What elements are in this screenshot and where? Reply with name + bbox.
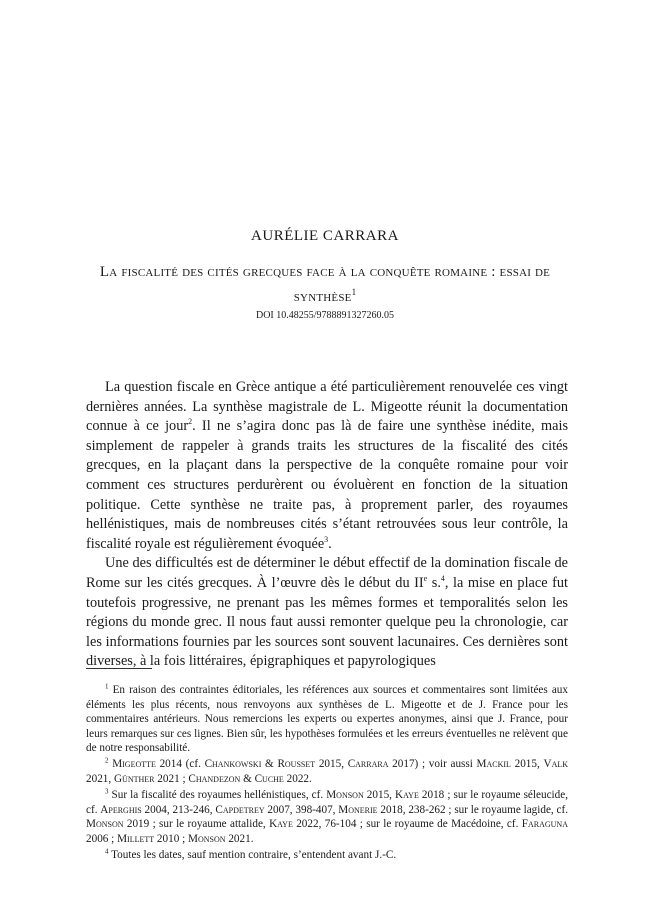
footnote-3-text: 2007, 398-407,: [264, 803, 339, 816]
footnote-3-text: 2019 ; sur le royaume attalide,: [123, 818, 270, 831]
footnote-3-text: 2006 ;: [86, 832, 118, 845]
cite-author: Mackil: [476, 758, 511, 771]
cite-author: Millett: [117, 832, 155, 845]
cite-author: Capdetrey: [215, 803, 265, 816]
footnote-ref-4[interactable]: 4: [440, 574, 445, 584]
footnotes: [86, 683, 568, 864]
footnote-2: [86, 757, 568, 786]
footnote-3-text: 2015,: [363, 789, 396, 802]
footnote-1-text: En raison des contraintes éditoriales, les références aux sources et commentaires sont limitées aux éléments les plus récents, nous renvoyons aux synthèses de L. Migeotte et de J. France pour les commentaires antérieurs. Nous remercions les experts ou expertes anonymes, ainsi que J. France, pour leurs remarques sur ces lignes. Bien sûr, les hypothèses formulées et les erreurs éventuelles ne relèvent que de notre responsabilité.: [86, 684, 568, 755]
footnote-3-text: 2022, 76-104 ; sur le royaume de Macédoine, cf.: [292, 818, 522, 831]
cite-author: Faraguna: [521, 818, 568, 831]
footnote-2-text: 2015,: [315, 758, 348, 771]
paragraph-2: [86, 554, 568, 672]
footnote-2-text: &: [240, 773, 255, 786]
cite-author: Kaye: [269, 818, 293, 831]
cite-author: Cuche: [254, 773, 284, 786]
footnote-3-text: 2021.: [225, 832, 254, 845]
cite-author: Carrara: [347, 758, 389, 771]
footnote-2-text: 2015,: [510, 758, 544, 771]
footnote-2-text: 2017) ; voir aussi: [388, 758, 477, 771]
cite-author: Monson: [188, 832, 226, 845]
footnote-3-text: 2018, 238-262 ; sur le royaume lagide, cf.: [377, 803, 569, 816]
footnote-1-number: 1: [105, 682, 109, 691]
footnote-2-text: 2021,: [86, 773, 114, 786]
century-superscript: e: [423, 574, 428, 584]
footnote-4-number: 4: [105, 847, 109, 856]
footnote-3-text: Sur la fiscalité des royaumes hellénistiques, cf.: [108, 789, 327, 802]
paragraph-1: [86, 378, 568, 554]
cite-author: Chandezon: [188, 773, 241, 786]
footnote-2-text: 2022.: [283, 773, 312, 786]
paragraph-1-text-b: . Il ne s’agira donc pas là de faire une synthèse inédite, mais simplement de rappeler à grands traits les structures de la fiscalité des cités grecques, en la plaçant dans la perspective de la conquête romaine pour voir comment ces structures perdurèrent ou évoluèrent en fonction de la situation politique. Cette synthèse ne traite pas, à proprement parler, des royaumes hellénistiques, mais de nombreuses cités s’étant retrouvées sous leur contrôle, la fiscalité royale est régulièrement évoquée: [86, 418, 569, 552]
paragraph-1-text-c: .: [328, 535, 332, 552]
paragraph-1-text-a: La question fiscale en Grèce antique a été particulièrement renouvelée ces vingt dernières années. La synthèse magistrale de L. Migeotte réunit la documentation connue à ce jour: [86, 379, 568, 435]
footnote-separator: [86, 668, 152, 669]
chapter-title: [70, 262, 580, 307]
author-name: AURÉLIE CARRARA: [251, 228, 399, 244]
footnote-ref-3[interactable]: 3: [324, 534, 329, 544]
chapter-title-text: La fiscalité des cités grecques face à la conquête romaine : essai de synthèse: [99, 264, 551, 305]
footnote-2-text: 2021 ;: [154, 773, 189, 786]
doi[interactable]: DOI 10.48255/9788891327260.05: [255, 310, 395, 321]
footnote-3: [86, 788, 568, 846]
cite-author: Monson: [86, 818, 124, 831]
footnote-1: [86, 683, 568, 756]
footnote-2-text: 2014 (cf.: [155, 758, 205, 771]
cite-author: Migeotte: [112, 758, 156, 771]
main-text: [86, 378, 568, 672]
cite-author: Valk: [543, 758, 569, 771]
footnote-ref-1[interactable]: 1: [351, 287, 357, 297]
footnote-ref-2[interactable]: 2: [188, 417, 193, 427]
footnote-2-number: 2: [105, 756, 109, 765]
footnote-3-text: 2010 ;: [154, 832, 188, 845]
cite-author: Kaye: [395, 789, 419, 802]
cite-author: Günther: [113, 773, 155, 786]
footnote-2-text: &: [261, 758, 278, 771]
footnote-4-text: Toutes les dates, sauf mention contraire, s’entendent avant J.-C.: [108, 849, 397, 862]
footnote-4: [86, 848, 568, 863]
paragraph-2-text-b: s.: [427, 574, 441, 591]
footnote-3-text: 2004, 213-246,: [141, 803, 216, 816]
paragraph-2-text-c: , la mise en place fut toutefois progressive, ne prenant pas les mêmes formes et temporalités selon les régions du monde grec. Il nous faut aussi remonter quelque peu la chronologie, car les informations fournies par les sources sont souvent lacunaires. Ces dernières sont diverses, à la fois littéraires, épigraphiques et papyrologiques: [86, 574, 568, 670]
cite-author: Rousset: [277, 758, 316, 771]
cite-author: Aperghis: [100, 803, 142, 816]
cite-author: Chankowski: [204, 758, 262, 771]
cite-author: Monson: [326, 789, 364, 802]
footnote-3-number: 3: [105, 787, 109, 796]
paragraph-2-text-a: Une des difficultés est de déterminer le début effectif de la domination fiscale de Rome sur les cités grecques. À l’œuvre dès le début du II: [86, 555, 568, 591]
cite-author: Monerie: [338, 803, 378, 816]
footnote-3-text: 2018 ; sur le royaume séleucide, cf.: [86, 789, 568, 816]
